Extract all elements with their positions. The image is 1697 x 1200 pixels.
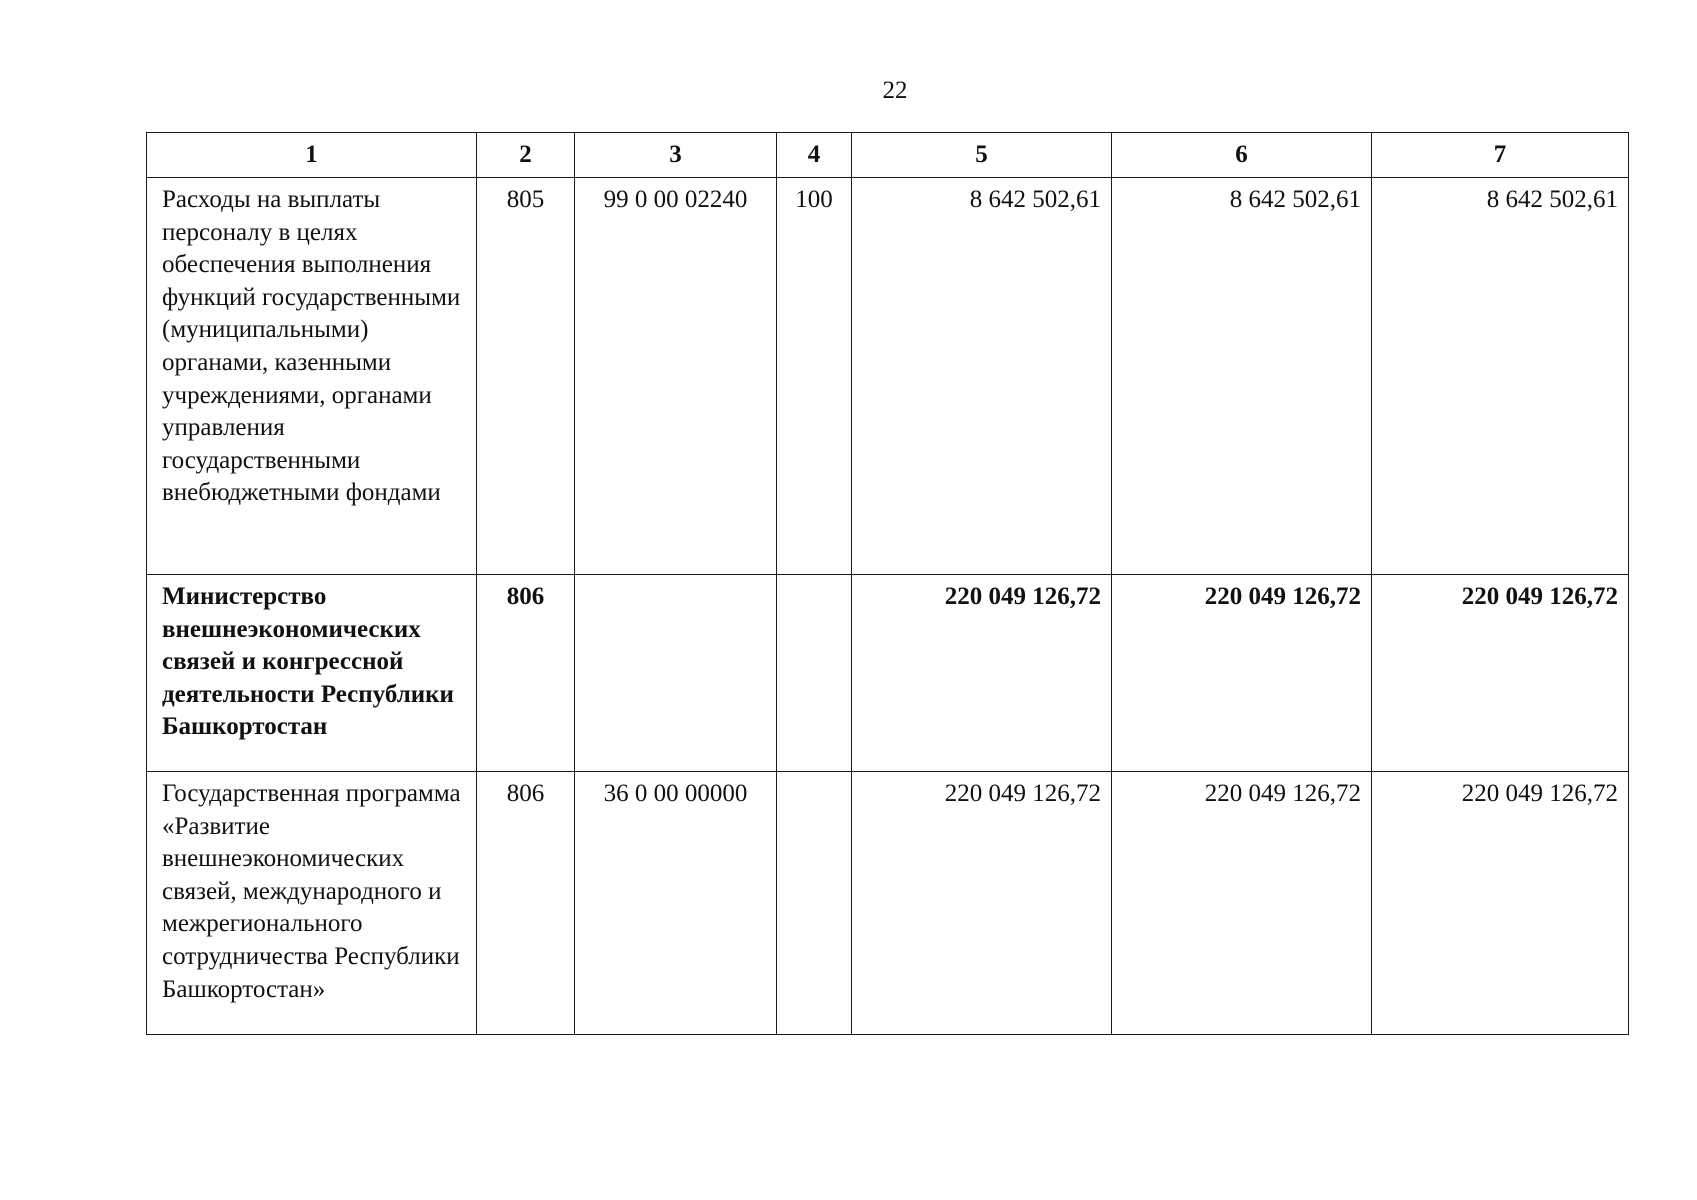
row-name-cell: Государственная программа «Развитие внешнеэкономических связей, международного и межрегионального сотрудничества Республики Башкортостан» xyxy=(147,772,477,1035)
expense-type-cell: 100 xyxy=(777,178,852,575)
header-col-3: 3 xyxy=(575,133,777,178)
page-number: 22 xyxy=(882,77,908,104)
table-row xyxy=(147,772,1629,1035)
row-name-cell: Расходы на выплаты персоналу в целях обеспечения выполнения функций государственными (муниципальными) органами, казенными учреждениями, органами управления государственными внебюджетными фондами xyxy=(147,178,477,575)
amount-col-5-cell: 220 049 126,72 xyxy=(852,772,1112,1035)
table-row xyxy=(147,575,1629,772)
target-article-cell xyxy=(575,575,777,772)
header-col-5: 5 xyxy=(852,133,1112,178)
expense-type-cell xyxy=(777,575,852,772)
amount-col-6-cell: 220 049 126,72 xyxy=(1112,772,1372,1035)
header-col-4: 4 xyxy=(777,133,852,178)
amount-col-5-cell: 220 049 126,72 xyxy=(852,575,1112,772)
amount-col-6-cell: 8 642 502,61 xyxy=(1112,178,1372,575)
department-code-cell: 806 xyxy=(477,772,575,1035)
budget-table xyxy=(146,132,1629,1035)
table-row xyxy=(147,178,1629,575)
amount-col-6-cell: 220 049 126,72 xyxy=(1112,575,1372,772)
amount-col-5-cell: 8 642 502,61 xyxy=(852,178,1112,575)
amount-col-7-cell: 220 049 126,72 xyxy=(1372,575,1629,772)
header-row xyxy=(147,133,1629,178)
expense-type-cell xyxy=(777,772,852,1035)
header-col-1: 1 xyxy=(147,133,477,178)
target-article-cell: 36 0 00 00000 xyxy=(575,772,777,1035)
header-col-7: 7 xyxy=(1372,133,1629,178)
row-name-cell: Министерство внешнеэкономических связей и конгрессной деятельности Республики Башкортостан xyxy=(147,575,477,772)
department-code-cell: 805 xyxy=(477,178,575,575)
amount-col-7-cell: 220 049 126,72 xyxy=(1372,772,1629,1035)
amount-col-7-cell: 8 642 502,61 xyxy=(1372,178,1629,575)
target-article-cell: 99 0 00 02240 xyxy=(575,178,777,575)
header-col-2: 2 xyxy=(477,133,575,178)
department-code-cell: 806 xyxy=(477,575,575,772)
header-col-6: 6 xyxy=(1112,133,1372,178)
